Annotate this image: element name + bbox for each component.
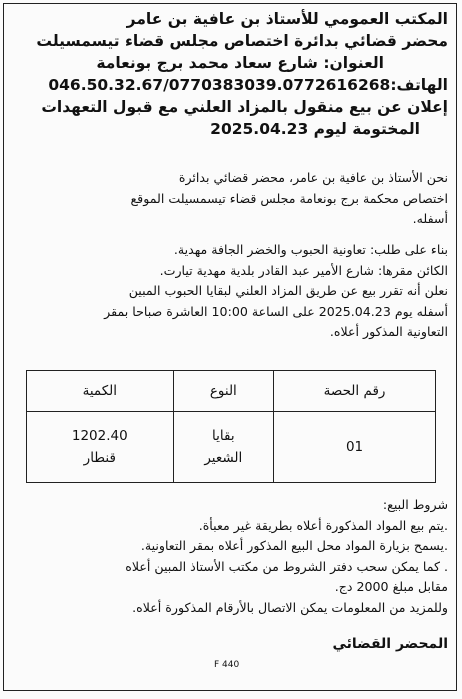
header-quantity: الكمية — [27, 371, 174, 412]
phone-numbers: 046.50.32.67/0770383039.0772616268 — [48, 76, 391, 94]
jurisdiction-line: محضر قضائي بدائرة اختصاص مجلس قضاء تيسمسيلت — [36, 32, 448, 50]
condition-line: .يتم بيع المواد المذكورة أعلاه بطريقة غير معبأة. — [198, 517, 448, 533]
phone-line — [10, 74, 448, 96]
cell-type — [173, 412, 273, 483]
notice-title-date: المختومة ليوم 2025.04.23 — [210, 120, 420, 138]
type-line: الشعير — [204, 450, 243, 466]
intro-line: نحن الأستاذ بن عافية بن عامر، محضر قضائي بدائرة — [178, 170, 448, 185]
condition-line: مقابل مبلغ 2000 دج. — [334, 579, 448, 594]
lots-table — [26, 370, 436, 483]
header-lot-number: رقم الحصة — [274, 371, 436, 412]
office-title: المكتب العمومي للأستاذ بن عافية بن عامر — [126, 10, 448, 28]
announcement-line: أسفله يوم 2025.04.23 على الساعة 10:00 العاشرة صباحا بمقر — [104, 303, 448, 319]
headquarters-line: الكائن مقرها: شارع الأمير عبد القادر بلدية مهدية تيارت. — [159, 262, 448, 278]
conditions-section — [12, 495, 448, 618]
signature: المحضر القضائي — [332, 636, 448, 652]
announcement-line: نعلن أنه تقرر بيع عن طريق المزاد العلني لبقايا الحبوب المبين — [128, 283, 448, 298]
cell-quantity — [27, 412, 174, 483]
header-type: النوع — [173, 371, 273, 412]
requester-line: بناء على طلب: تعاونية الحبوب والخضر الجافة مهدية. — [173, 242, 448, 257]
phone-label: الهاتف: — [390, 76, 448, 94]
details-paragraph — [12, 240, 448, 343]
intro-paragraph — [12, 168, 448, 230]
condition-line: .يسمح بزيارة المواد محل البيع المذكور أعلاه بمقر التعاونية. — [140, 538, 448, 553]
table-row — [27, 412, 436, 483]
table-header-row — [27, 371, 436, 412]
announcement-line: التعاونية المذكور أعلاه. — [329, 324, 448, 339]
intro-line: أسفله. — [412, 211, 448, 226]
address-line: العنوان: شارع سعاد محمد برج بونعامة — [96, 54, 384, 72]
footer-code: F 440 — [214, 660, 240, 670]
conditions-title: شروط البيع: — [382, 497, 448, 512]
condition-line: وللمزيد من المعلومات يمكن الاتصال بالأرقام المذكورة أعلاه. — [132, 599, 448, 615]
notice-header — [10, 8, 448, 140]
quantity-unit: قنطار — [83, 450, 116, 466]
type-line: بقايا — [212, 428, 235, 444]
intro-line: اختصاص محكمة برج بونعامة مجلس قضاء تيسمسيلت الموقع — [130, 190, 448, 206]
quantity-value: 1202.40 — [71, 428, 128, 444]
cell-lot-number: 01 — [274, 412, 436, 483]
notice-title: إعلان عن بيع منقول بالمزاد العلني مع قبول التعهدات — [41, 98, 448, 116]
condition-line: . كما يمكن سحب دفتر الشروط من مكتب الأستاذ المبين أعلاه — [125, 558, 448, 574]
